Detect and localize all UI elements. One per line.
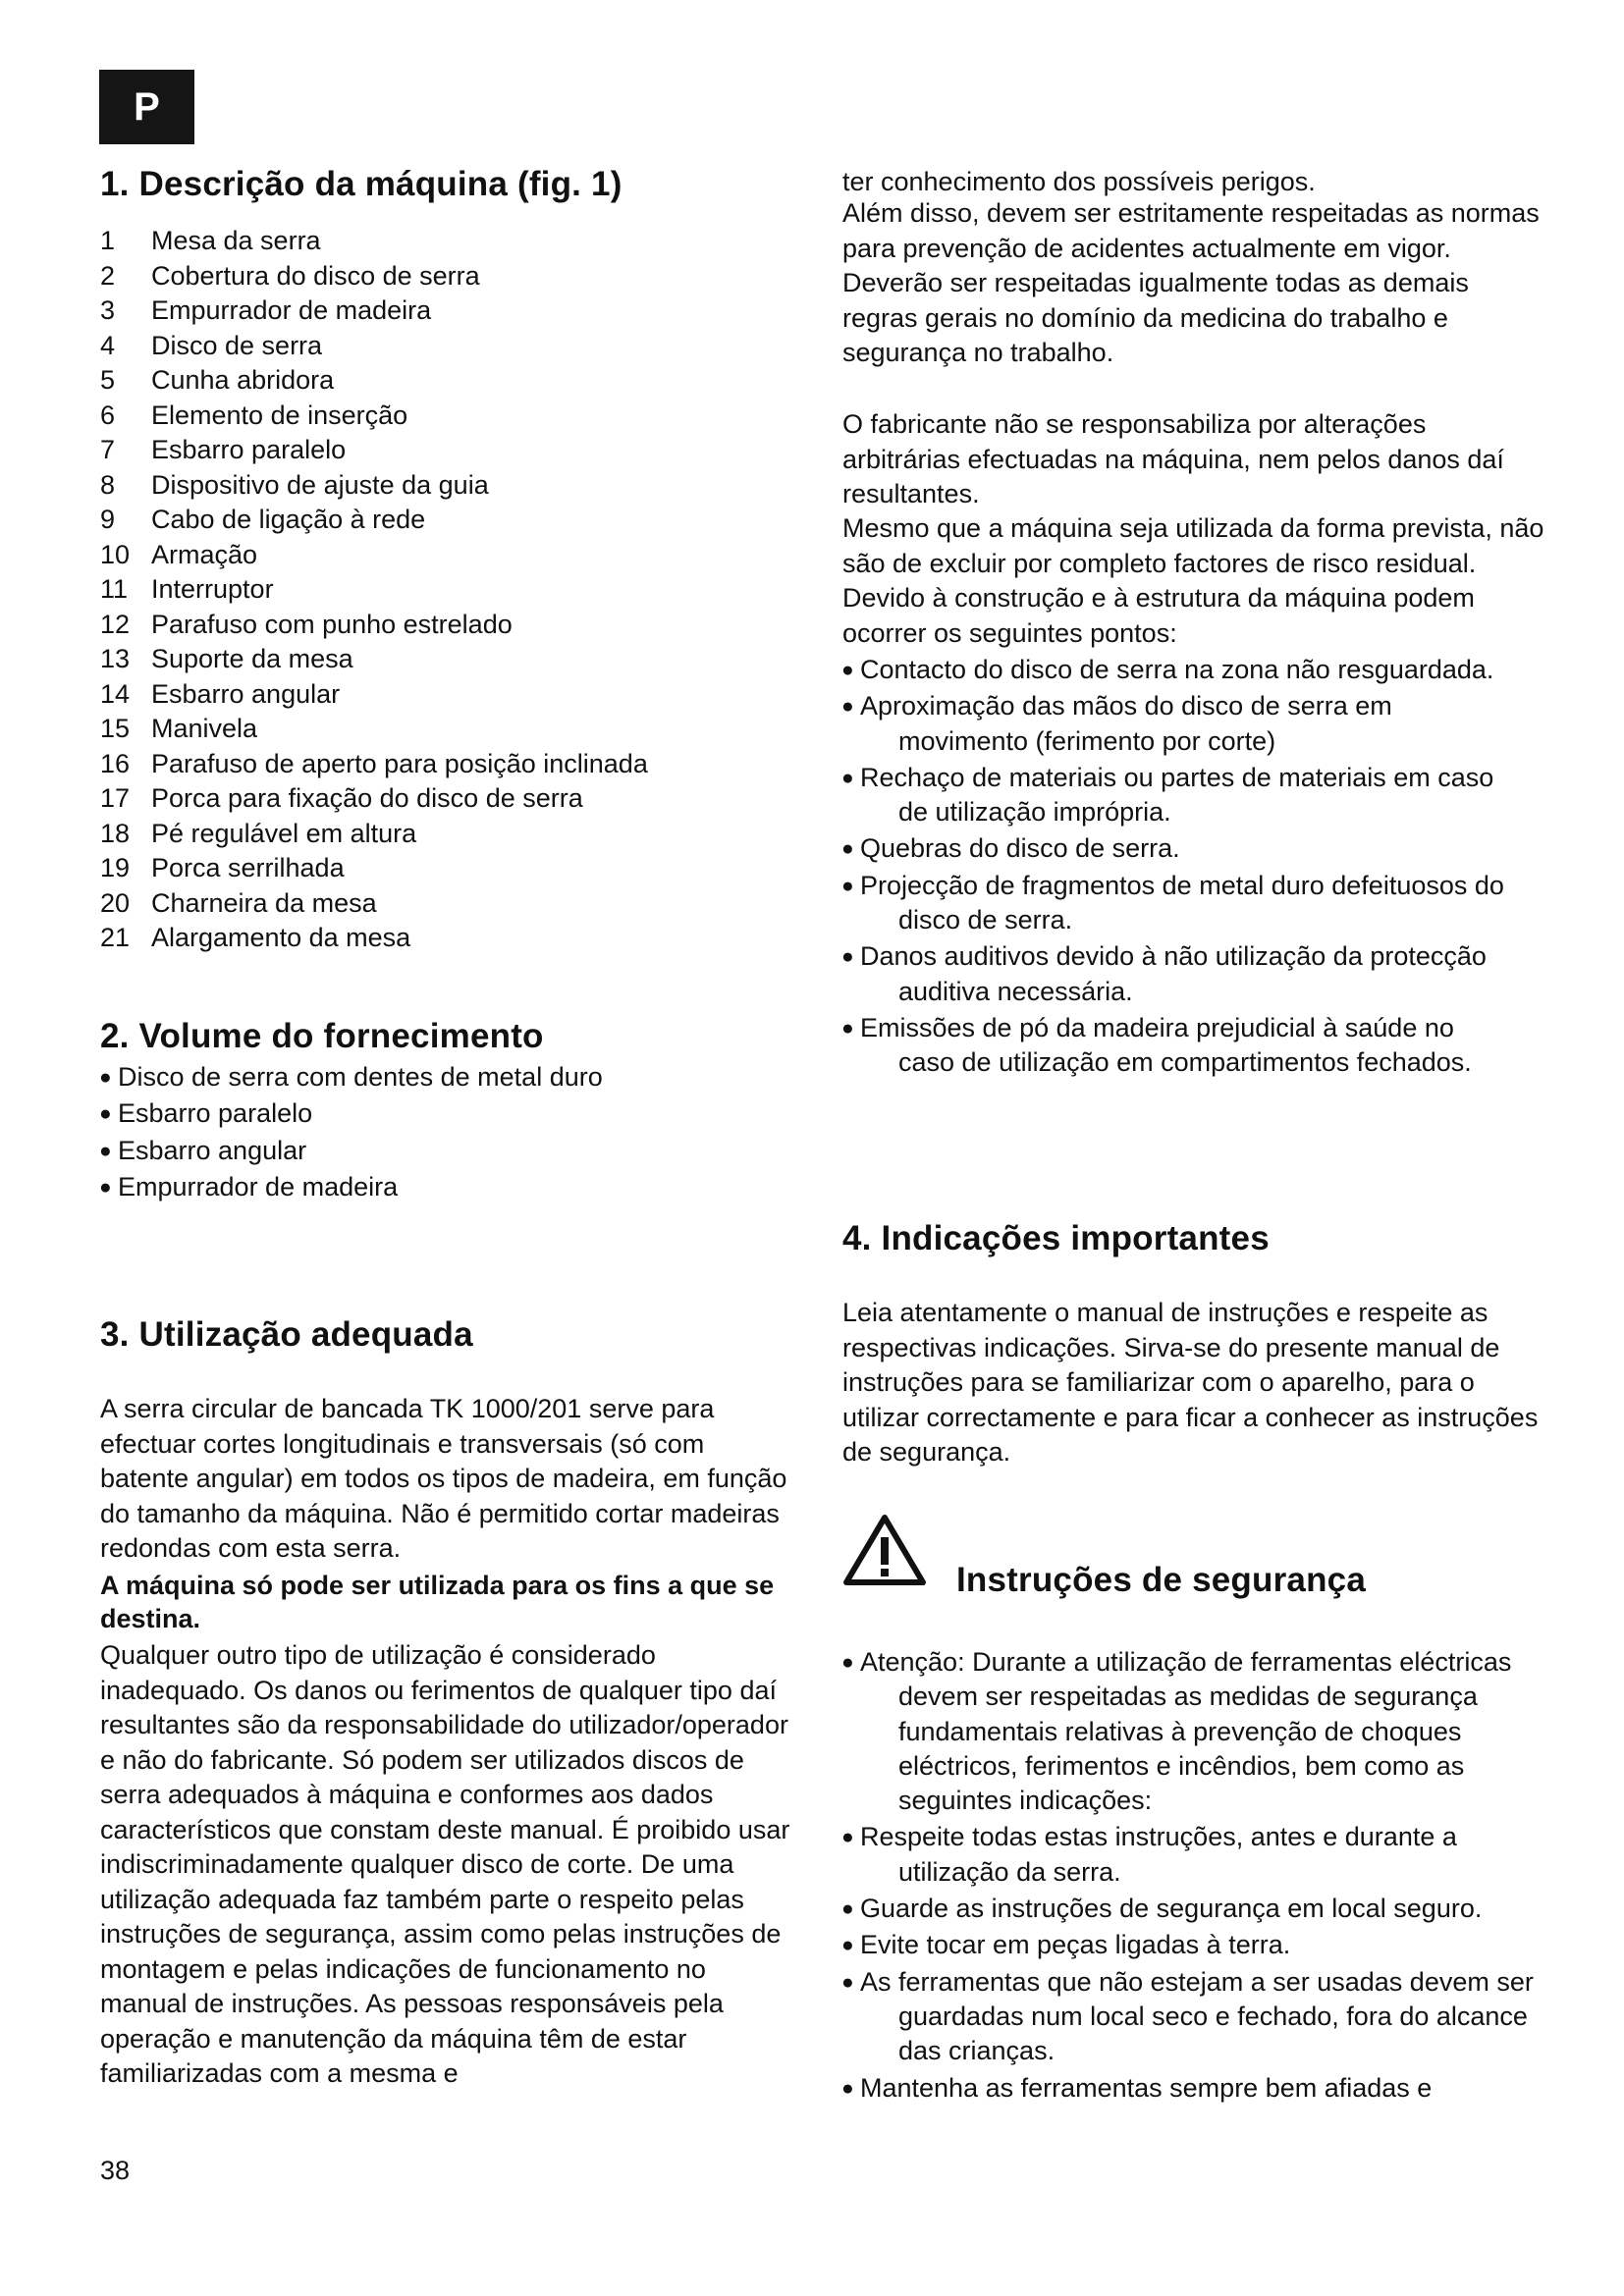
parts-list-item (100, 608, 648, 643)
safety-item: ● Evite tocar em peças ligadas à terra. (842, 1928, 1535, 1962)
part-name: Dispositivo de ajuste da guia (151, 469, 489, 500)
intended-use-paragraph: A serra circular de bancada TK 1000/201 serve para efectuar cortes longitudinais e transversais (só com batente angular) em todos os tipos de madeira, em função do tamanho da máquina. Não é permitido cortar madeiras redondas com esta serra. (100, 1394, 787, 1563)
safety-item: ● As ferramentas que não estejam a ser usadas devem ser guardadas num local seco e fechado, fora do alcance das crianças. (842, 1965, 1535, 2069)
parts-list-item (100, 781, 648, 817)
part-name: Alargamento da mesa (151, 923, 411, 952)
part-name: Empurrador de madeira (151, 295, 432, 325)
part-name: Parafuso de aperto para posição inclinada (151, 748, 648, 778)
safety-item: ● Mantenha as ferramentas sempre bem afiadas e (842, 2071, 1535, 2106)
residual-risk-paragraph: Mesmo que a máquina seja utilizada da forma prevista, não são de excluir por completo factores de risco residual. Devido à construção e à estrutura da máquina podem ocorrer os seguintes pontos: (842, 513, 1544, 648)
risk-item: ● Quebras do disco de serra. (842, 831, 1510, 866)
part-number: 4 (100, 330, 116, 360)
section-3-title: 3. Utilização adequada (100, 1315, 473, 1354)
part-number: 21 (100, 923, 131, 952)
part-name: Suporte da mesa (151, 644, 353, 673)
part-number: 15 (100, 714, 131, 743)
delivery-item: ● Esbarro angular (100, 1134, 787, 1168)
part-number: 17 (100, 783, 131, 813)
part-number: 20 (100, 887, 131, 918)
safety-item: ● Atenção: Durante a utilização de ferramentas eléctricas devem ser respeitadas as medidas de segurança fundamentais relativas à prevenção de choques eléctricos, ferimentos e incêndios, bem como as seguintes indicações: (842, 1645, 1535, 1818)
part-number: 10 (100, 539, 131, 569)
part-name: Porca serrilhada (151, 853, 345, 882)
part-number: 3 (100, 295, 116, 325)
manufacturer-liability-paragraph: O fabricante não se responsabiliza por alterações arbitrárias efectuadas na máquina, nem pelos danos daí resultantes. (842, 409, 1504, 508)
part-number: 11 (100, 574, 129, 604)
parts-list-item (100, 329, 648, 364)
parts-list-item (100, 399, 648, 434)
parts-list-item (100, 363, 648, 399)
parts-list-item (100, 503, 648, 538)
delivery-item: ● Empurrador de madeira (100, 1170, 787, 1204)
safety-title: Instruções de segurança (956, 1561, 1366, 1599)
delivery-list (100, 1060, 787, 1206)
parts-list-item (100, 677, 648, 713)
part-name: Mesa da serra (151, 226, 321, 255)
parts-list (100, 224, 648, 956)
part-name: Porca para fixação do disco de serra (151, 783, 583, 813)
part-name: Armação (151, 539, 258, 569)
part-number: 19 (100, 853, 131, 882)
safety-item: ● Guarde as instruções de segurança em local seguro. (842, 1892, 1535, 1926)
part-number: 1 (100, 226, 116, 255)
accident-prevention-paragraph: Além disso, devem ser estritamente respeitadas as normas para prevenção de acidentes actualmente em vigor. Deverão ser respeitadas igualmente todas as demais regras gerais no domínio da medicina do trabalho e segurança no trabalho. (842, 198, 1540, 367)
parts-list-item (100, 572, 648, 608)
section-2-title: 2. Volume do fornecimento (100, 1017, 544, 1055)
parts-list-item (100, 294, 648, 329)
part-number: 13 (100, 644, 131, 673)
part-number: 9 (100, 505, 116, 534)
parts-list-item (100, 538, 648, 573)
delivery-item: ● Disco de serra com dentes de metal duro (100, 1060, 787, 1095)
part-name: Manivela (151, 714, 258, 743)
part-name: Charneira da mesa (151, 887, 377, 918)
risk-item: ● Danos auditivos devido à não utilização da protecção auditiva necessária. (842, 939, 1510, 1009)
part-name: Esbarro angular (151, 678, 341, 709)
part-name: Esbarro paralelo (151, 435, 347, 464)
section-4-title: 4. Indicações importantes (842, 1219, 1270, 1257)
part-name: Cobertura do disco de serra (151, 260, 480, 291)
part-number: 5 (100, 365, 116, 395)
dangers-continuation: ter conhecimento dos possíveis perigos. (842, 167, 1316, 196)
page-number: 38 (100, 2156, 131, 2185)
safety-list (842, 1645, 1535, 2108)
parts-list-item (100, 886, 648, 922)
part-number: 2 (100, 260, 116, 291)
part-name: Cabo de ligação à rede (151, 505, 426, 534)
parts-list-item (100, 712, 648, 747)
parts-list-item (100, 817, 648, 852)
part-name: Interruptor (151, 574, 274, 604)
parts-list-item (100, 224, 648, 259)
parts-list-item (100, 747, 648, 782)
section-1-title: 1. Descrição da máquina (fig. 1) (100, 165, 623, 203)
part-number: 7 (100, 435, 116, 464)
part-name: Pé regulável em altura (151, 818, 417, 848)
language-badge: P (99, 70, 194, 144)
part-number: 16 (100, 748, 131, 778)
parts-list-item (100, 468, 648, 504)
part-number: 6 (100, 400, 116, 430)
parts-list-item (100, 433, 648, 468)
part-number: 12 (100, 609, 131, 639)
part-name: Cunha abridora (151, 365, 335, 395)
important-notes-paragraph: Leia atentamente o manual de instruções e respeite as respectivas indicações. Sirva-se do presente manual de instruções para se familiarizar com o aparelho, para o utilizar correctamente e para ficar a conhecer as instruções de segurança. (842, 1298, 1539, 1467)
parts-list-item (100, 259, 648, 294)
parts-list-item (100, 642, 648, 677)
part-number: 8 (100, 469, 116, 500)
risk-item: ● Contacto do disco de serra na zona não resguardada. (842, 653, 1510, 687)
part-name: Parafuso com punho estrelado (151, 609, 513, 639)
warning-triangle-icon (842, 1514, 927, 1591)
risk-item: ● Rechaço de materiais ou partes de materiais em caso de utilização imprópria. (842, 761, 1510, 830)
part-name: Elemento de inserção (151, 400, 408, 430)
part-number: 18 (100, 818, 131, 848)
risk-item: ● Emissões de pó da madeira prejudicial à saúde no caso de utilização em compartimentos fechados. (842, 1011, 1510, 1081)
parts-list-item (100, 921, 648, 956)
parts-list-item (100, 851, 648, 886)
risk-item: ● Aproximação das mãos do disco de serra em movimento (ferimento por corte) (842, 689, 1510, 759)
part-number: 14 (100, 678, 131, 709)
part-name: Disco de serra (151, 330, 323, 360)
intended-use-bold-note: A máquina só pode ser utilizada para os fins a que se destina. (100, 1571, 775, 1633)
misuse-paragraph: Qualquer outro tipo de utilização é considerado inadequado. Os danos ou ferimentos de qualquer tipo daí resultantes são da responsabilidade do utilizador/operador e não do fabricante. Só podem ser utilizados discos de serra adequados à máquina e conformes aos dados característicos que constam deste manual. É proibido usar indiscriminadamente qualquer disco de corte. De uma utilização adequada faz também parte o respeito pelas instruções de segurança, assim como pelas instruções de montagem e pelas indicações de funcionamento no manual de instruções. As pessoas responsáveis pela operação e manutenção da máquina têm de estar familiarizadas com a mesma e (100, 1640, 790, 2088)
delivery-item: ● Esbarro paralelo (100, 1096, 787, 1131)
safety-item: ● Respeite todas estas instruções, antes e durante a utilização da serra. (842, 1820, 1535, 1890)
risk-item: ● Projecção de fragmentos de metal duro defeituosos do disco de serra. (842, 869, 1510, 938)
residual-risk-list (842, 653, 1510, 1083)
